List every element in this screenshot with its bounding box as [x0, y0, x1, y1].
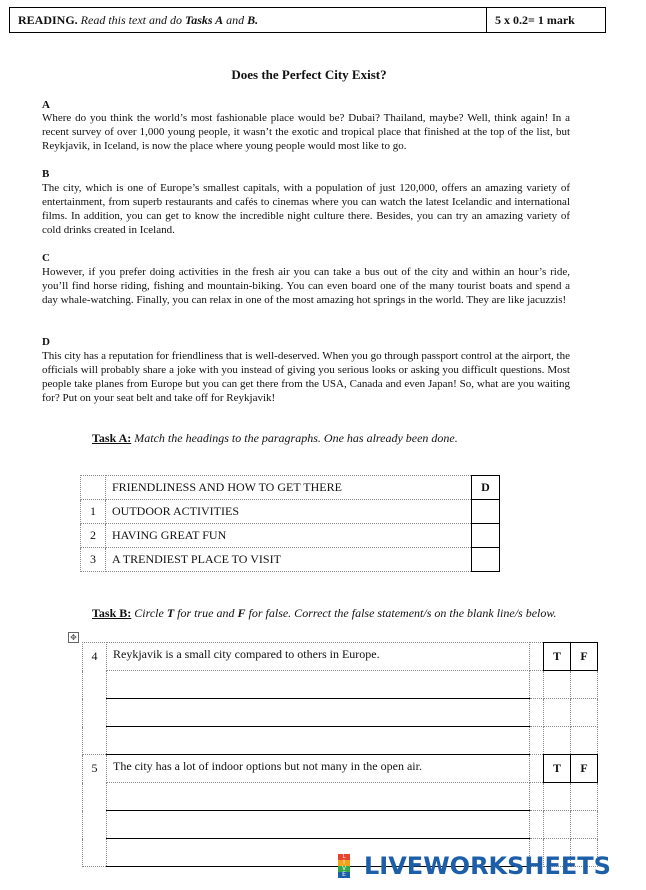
correction-line[interactable] [107, 671, 530, 699]
answer-box[interactable] [472, 500, 500, 524]
table-row [81, 548, 500, 572]
table-row [83, 643, 598, 671]
spacer-cell [530, 699, 544, 727]
section-d-text: This city has a reputation for friendliness that is well-deserved. When you go through passport control at the airport, the officials will probably share a joke with you instead of giving you serious looks or asking you difficult questions. Most people take planes from Europe but you can get there from the USA, Canada and even Japan! So, what are you waiting for? Put on your seat belt and take off for Reykjavik! [42, 350, 570, 404]
false-option[interactable]: F [571, 755, 598, 783]
table-row [83, 783, 598, 811]
spacer-cell [571, 783, 598, 811]
section-a-text: Where do you think the world’s most fashionable place would be? Dubai? Thailand, maybe? Well, think again! In a recent survey of over 1,000 young people, it wasn’t the exotic and tropical place that finished at the top of the list, but Reykjavik, in Iceland, is now the place where young people would most like to go. [42, 112, 570, 152]
section-b-letter: B [42, 168, 50, 180]
spacer-cell [530, 727, 544, 755]
task-a-text: Match the headings to the paragraphs. One has already been done. [134, 431, 458, 445]
spacer-cell [544, 727, 571, 755]
spacer-cell [544, 783, 571, 811]
liveworksheets-logo [338, 853, 611, 879]
correction-line[interactable] [107, 783, 530, 811]
statement-cell: The city has a lot of indoor options but not many in the open air. [107, 755, 530, 783]
spacer-cell [530, 643, 544, 671]
row-number [81, 476, 106, 500]
task-b-f-letter: F [237, 606, 246, 620]
spacer-cell [571, 727, 598, 755]
spacer-cell [530, 755, 544, 783]
task-b-t-letter: T [166, 606, 175, 620]
task-b-instruction [92, 606, 556, 621]
table-row [83, 671, 598, 699]
true-option[interactable]: T [544, 755, 571, 783]
spacer-cell [544, 699, 571, 727]
spacer-cell [530, 671, 544, 699]
heading-cell: OUTDOOR ACTIVITIES [106, 500, 472, 524]
task-a-table [80, 475, 500, 572]
heading-cell: A TRENDIEST PLACE TO VISIT [106, 548, 472, 572]
statement-cell: Reykjavik is a small city compared to others in Europe. [107, 643, 530, 671]
header-instruction-pre: Read this text and do [80, 13, 182, 27]
table-row [83, 755, 598, 783]
page-title: Does the Perfect City Exist? [231, 67, 387, 82]
heading-cell: HAVING GREAT FUN [106, 524, 472, 548]
table-row [81, 500, 500, 524]
item-number: 4 [83, 643, 107, 755]
header-marks: 5 x 0.2= 1 mark [495, 13, 575, 27]
answer-box[interactable] [472, 548, 500, 572]
spacer-cell [530, 811, 544, 839]
task-b-label: Task B: [92, 606, 132, 620]
task-b-table [82, 642, 598, 867]
spacer-cell [544, 671, 571, 699]
answer-box[interactable] [472, 524, 500, 548]
table-row [81, 524, 500, 548]
spacer-cell [571, 811, 598, 839]
answer-box: D [472, 476, 500, 500]
task-a-label: Task A: [92, 431, 132, 445]
row-number: 1 [81, 500, 106, 524]
section-c-letter: C [42, 252, 50, 264]
row-number: 2 [81, 524, 106, 548]
spacer-cell [544, 811, 571, 839]
header-instruction [10, 8, 487, 32]
section-d-letter: D [42, 336, 50, 348]
correction-line[interactable] [107, 811, 530, 839]
spacer-cell [530, 783, 544, 811]
logo-mark-icon: L I V E [338, 854, 360, 878]
correction-line[interactable] [107, 699, 530, 727]
logo-text: LIVEWORKSHEETS [364, 852, 611, 880]
header-and: and [226, 13, 245, 27]
table-row [83, 699, 598, 727]
task-b-text-3: for false. Correct the false statement/s on the blank line/s below. [248, 606, 557, 620]
section-a-letter: A [42, 99, 50, 111]
table-row [81, 476, 500, 500]
spacer-cell [571, 671, 598, 699]
true-option[interactable]: T [544, 643, 571, 671]
header-task-b: B. [247, 13, 259, 27]
table-row [83, 811, 598, 839]
task-a-instruction [92, 431, 458, 446]
section-c-text: However, if you prefer doing activities in the fresh air you can take a bus out of the city and within an hour’s ride, you’ll find horse riding, fishing and mountain-biking. You can even board one of the many tourist boats and spend a day whale-watching. Finally, you can relax in one of the most amazing hot springs in the world. They are like jacuzzis! [42, 266, 570, 306]
item-number: 5 [83, 755, 107, 867]
false-option[interactable]: F [571, 643, 598, 671]
move-anchor-icon[interactable]: ✥ [68, 632, 79, 643]
correction-line[interactable] [107, 727, 530, 755]
section-b-text: The city, which is one of Europe’s smallest capitals, with a population of just 120,000, offers an amazing variety of entertainment, from superb restaurants and cafés to cinemas where you can watch the latest Icelandic and international films. In addition, you can get to know the incredible night culture there. Besides, you can try an amazing variety of cold drinks created in Iceland. [42, 182, 570, 236]
spacer-cell [571, 699, 598, 727]
row-number: 3 [81, 548, 106, 572]
header-box [9, 7, 606, 33]
task-b-text-2: for true and [177, 606, 235, 620]
table-row [83, 727, 598, 755]
header-tasks-a: Tasks A [185, 13, 224, 27]
header-label: READING. [18, 13, 78, 27]
heading-cell: FRIENDLINESS AND HOW TO GET THERE [106, 476, 472, 500]
task-b-text-1: Circle [134, 606, 164, 620]
